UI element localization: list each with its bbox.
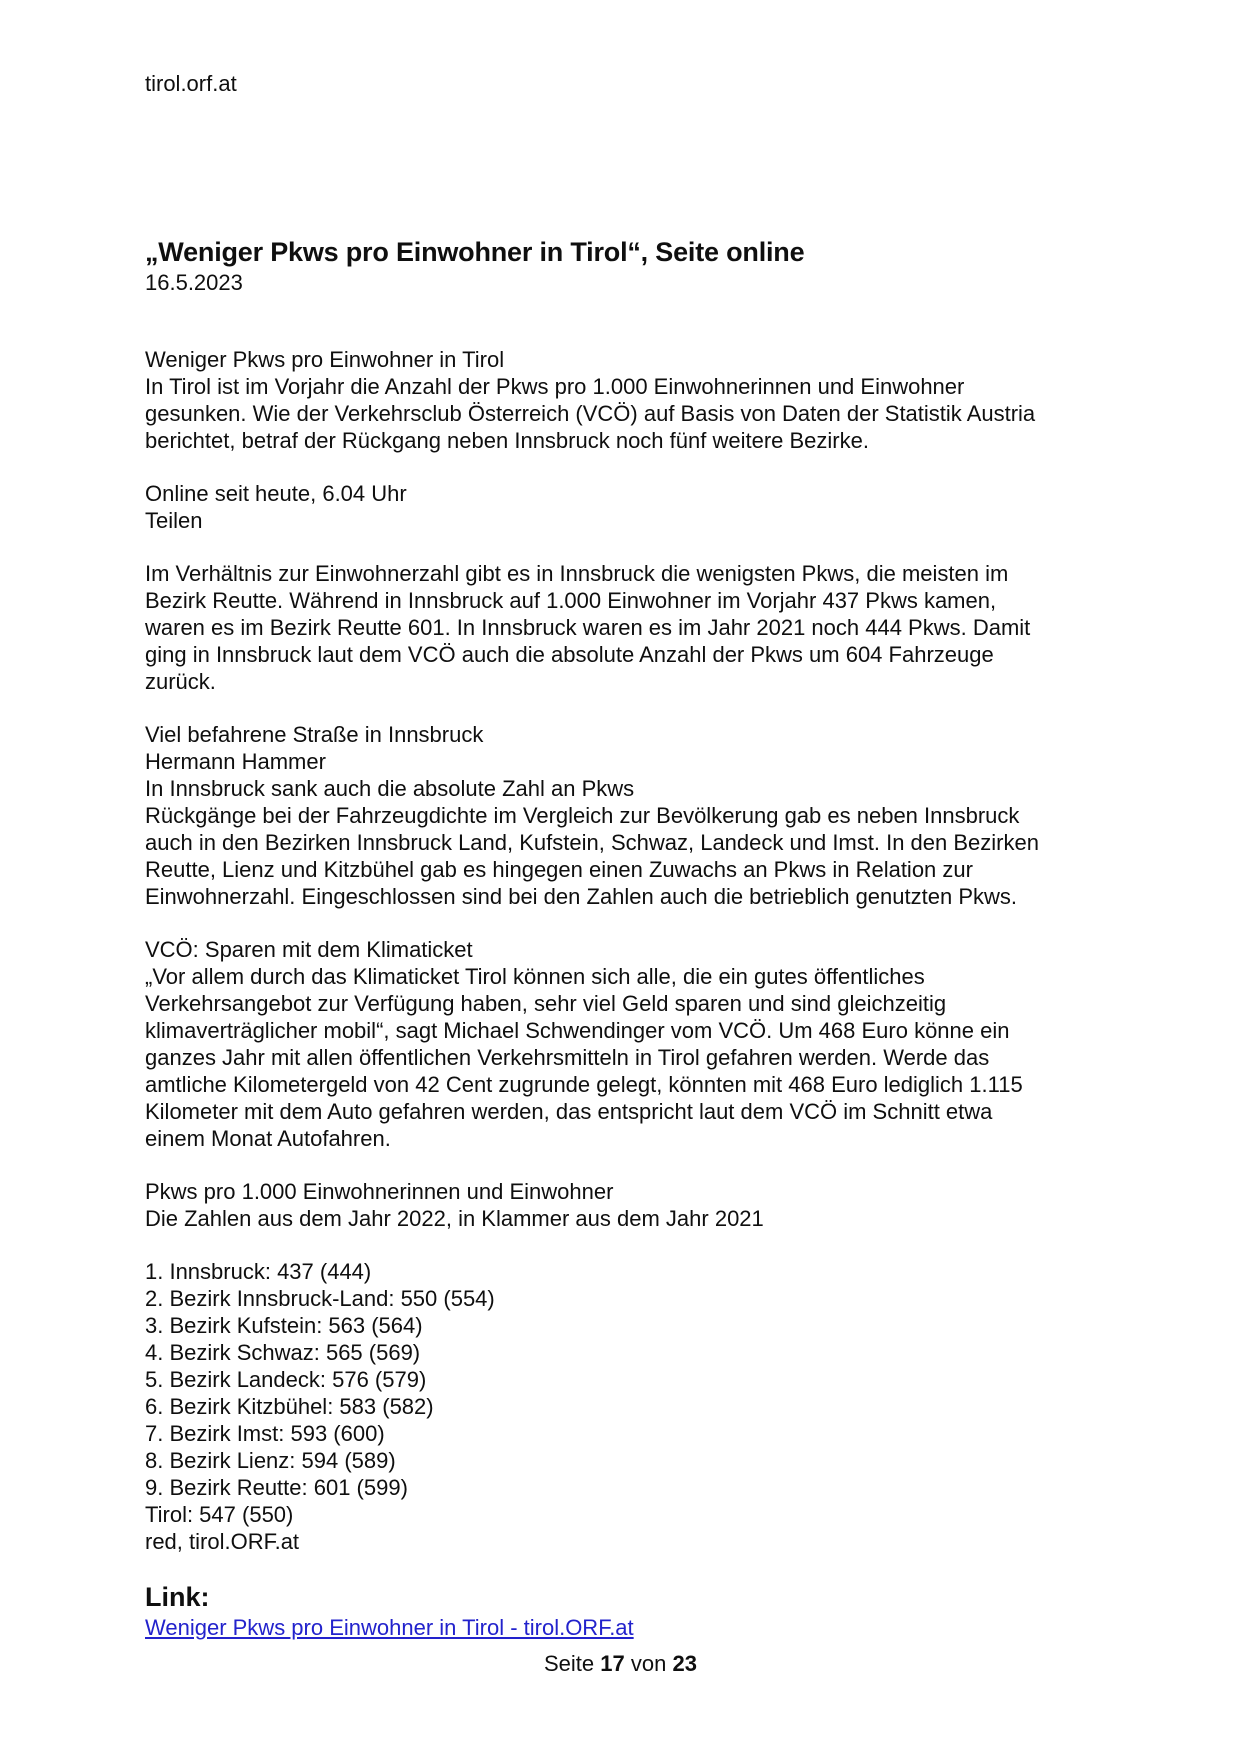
- stats-item: 1. Innsbruck: 437 (444): [145, 1259, 372, 1284]
- link-section-heading: Link:: [145, 1582, 210, 1612]
- footer-separator: von: [630, 1651, 667, 1676]
- paragraph-bezirke: Rückgänge bei der Fahrzeugdichte im Vergleich zur Bevölkerung gab es neben Innsbruck auch in den Bezirken Innsbruck Land, Kufstein, Schwaz, Landeck und Imst. In den Bezirken Reutte, Lienz und Kitzbühel gab es hingegen einen Zuwachs an Pkws in Relation zur Einwohnerzahl. Eingeschlossen sind bei den Zahlen auch die betrieblich genutzten Pkws.: [145, 803, 1039, 909]
- footer-current-page: 17: [600, 1651, 625, 1676]
- article-lead: In Tirol ist im Vorjahr die Anzahl der Pkws pro 1.000 Einwohnerinnen und Einwohner gesunken. Wie der Verkehrsclub Österreich (VCÖ) auf Basis von Daten der Statistik Austria berichtet, betraf der Rückgang neben Innsbruck noch fünf weitere Bezirke.: [145, 374, 1036, 453]
- stats-item: 9. Bezirk Reutte: 601 (599): [145, 1475, 408, 1500]
- footer-page-prefix: Seite: [544, 1651, 595, 1676]
- document-title: „Weniger Pkws pro Einwohner in Tirol“, Seite online: [145, 237, 805, 267]
- stats-title: Pkws pro 1.000 Einwohnerinnen und Einwohner: [145, 1179, 614, 1204]
- paragraph-klimaticket: „Vor allem durch das Klimaticket Tirol können sich alle, die ein gutes öffentliches Verkehrsangebot zur Verfügung haben, sehr viel Geld sparen und sind gleichzeitig klimaverträglicher mobil“, sagt Michael Schwendinger vom VCÖ. Um 468 Euro könne ein ganzes Jahr mit allen öffentlichen Verkehrsmitteln in Tirol gefahren werden. Werde das amtliche Kilometergeld von 42 Cent zugrunde gelegt, könnten mit 468 Euro lediglich 1.115 Kilometer mit dem Auto gefahren werden, das entspricht laut dem VCÖ im Schnitt etwa einem Monat Autofahren.: [145, 964, 1023, 1151]
- source-site-label: tirol.orf.at: [145, 71, 237, 96]
- paragraph-density: [145, 560, 1044, 695]
- article-body: [145, 346, 1044, 1641]
- stats-item: 8. Bezirk Lienz: 594 (589): [145, 1448, 396, 1473]
- stats-item: 7. Bezirk Imst: 593 (600): [145, 1421, 385, 1446]
- stats-item: 5. Bezirk Landeck: 576 (579): [145, 1367, 427, 1392]
- stats-subtitle: Die Zahlen aus dem Jahr 2022, in Klammer aus dem Jahr 2021: [145, 1206, 764, 1231]
- article-hyperlink[interactable]: Weniger Pkws pro Einwohner in Tirol - tirol.ORF.at: [145, 1615, 634, 1640]
- stats-heading-block: [145, 1178, 1044, 1232]
- stats-list: [145, 1258, 1044, 1555]
- stats-item: 2. Bezirk Innsbruck-Land: 550 (554): [145, 1286, 495, 1311]
- klimaticket-block: [145, 936, 1044, 1152]
- stats-item: 3. Bezirk Kufstein: 563 (564): [145, 1313, 423, 1338]
- image-credit: Hermann Hammer: [145, 749, 326, 774]
- paragraph-text: Im Verhältnis zur Einwohnerzahl gibt es in Innsbruck die wenigsten Pkws, die meisten im Bezirk Reutte. Während in Innsbruck auf 1.000 Einwohner im Vorjahr 437 Pkws kamen, waren es im Bezirk Reutte 601. In Innsbruck waren es im Jahr 2021 noch 444 Pkws. Damit ging in Innsbruck laut dem VCÖ auch die absolute Anzahl der Pkws um 604 Fahrzeuge zurück.: [145, 561, 1031, 694]
- image-caption: Viel befahrene Straße in Innsbruck: [145, 722, 484, 747]
- meta-block: [145, 480, 1044, 534]
- article-byline: red, tirol.ORF.at: [145, 1529, 300, 1554]
- subheading-klimaticket: VCÖ: Sparen mit dem Klimaticket: [145, 937, 473, 962]
- article-headline: Weniger Pkws pro Einwohner in Tirol: [145, 347, 505, 372]
- stats-item: 4. Bezirk Schwaz: 565 (569): [145, 1340, 421, 1365]
- online-since-text: Online seit heute, 6.04 Uhr: [145, 481, 407, 506]
- document-date: 16.5.2023: [145, 270, 243, 295]
- footer-total-pages: 23: [672, 1651, 697, 1676]
- page-footer: [0, 1650, 1241, 1677]
- lead-block: [145, 346, 1044, 454]
- image-alt-text: In Innsbruck sank auch die absolute Zahl an Pkws: [145, 776, 635, 801]
- stats-item-tirol: Tirol: 547 (550): [145, 1502, 294, 1527]
- stats-item: 6. Bezirk Kitzbühel: 583 (582): [145, 1394, 434, 1419]
- share-label: Teilen: [145, 508, 203, 533]
- image-caption-block: [145, 721, 1044, 910]
